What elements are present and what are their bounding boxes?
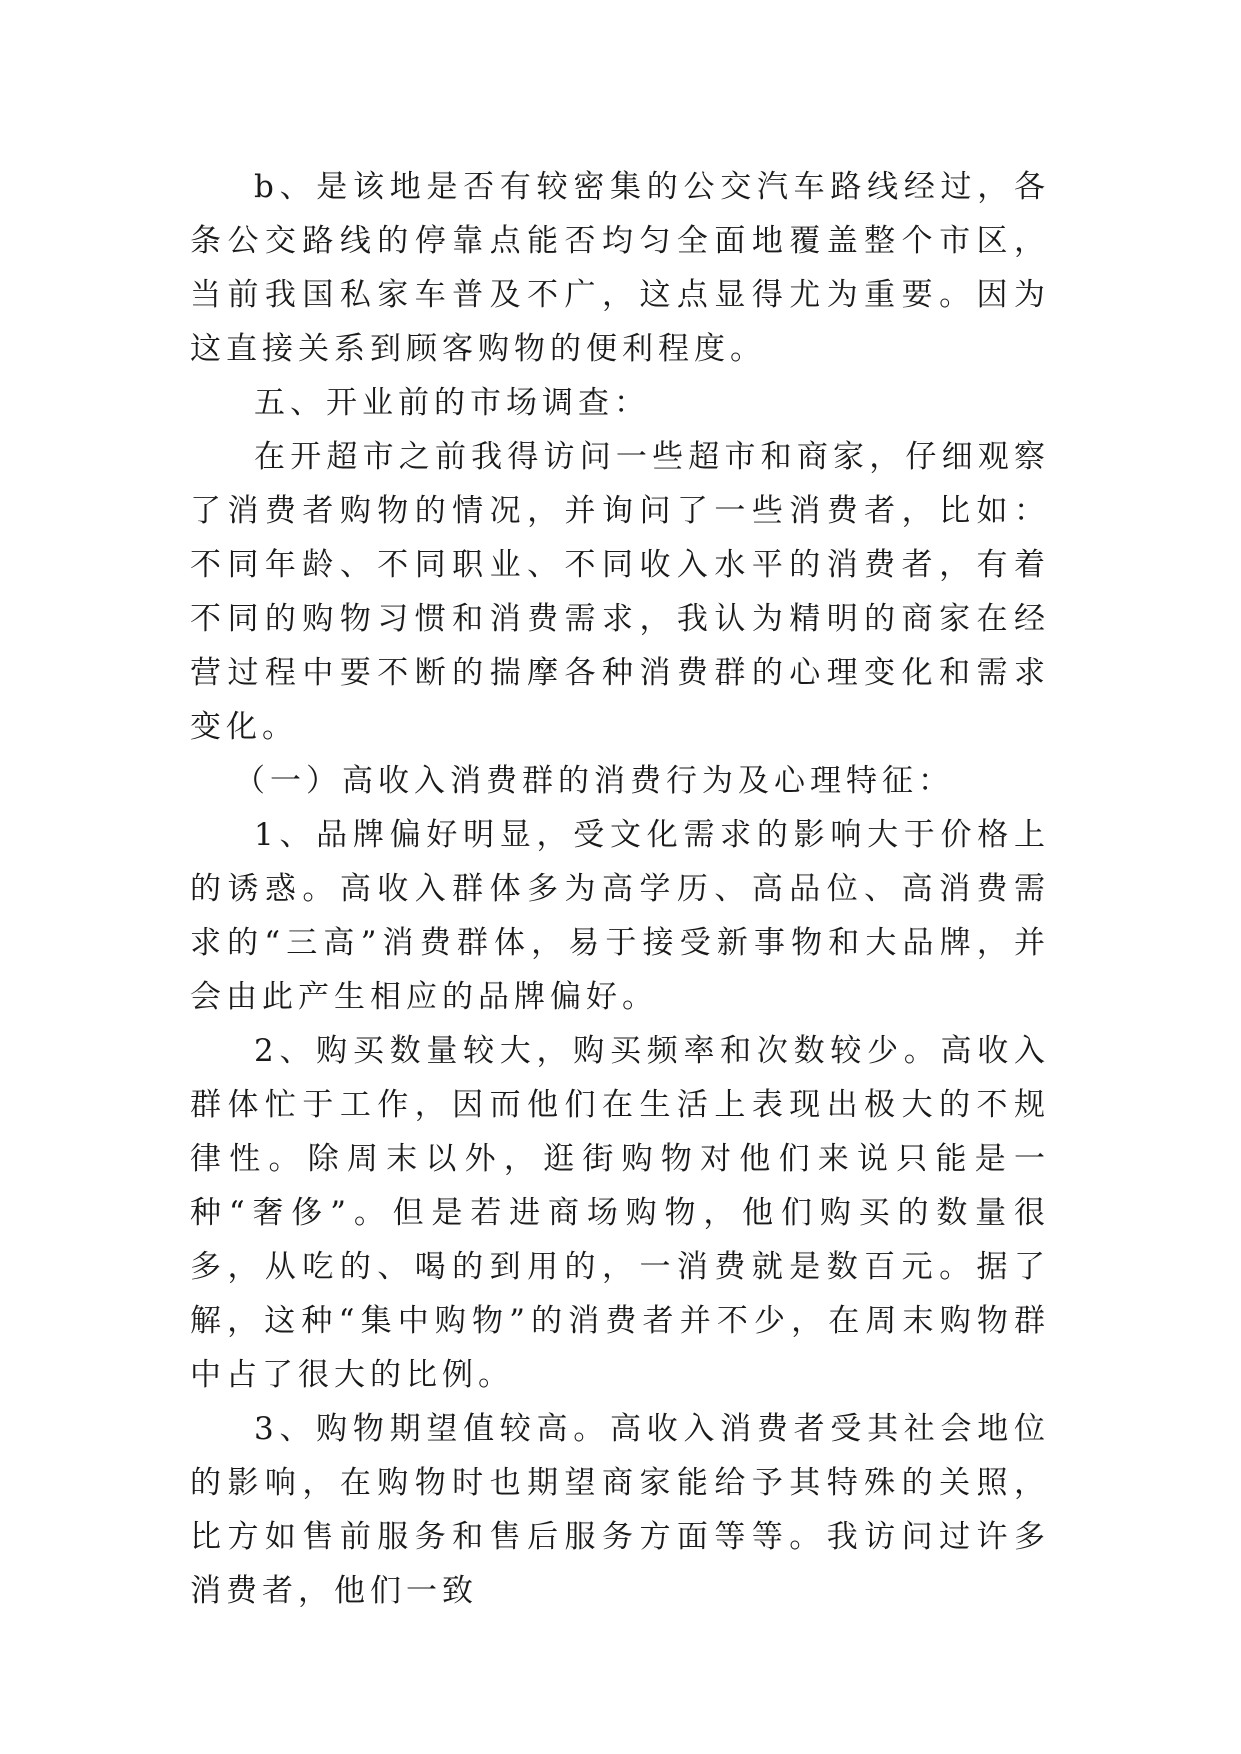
paragraph-point-3: 3、购物期望值较高。高收入消费者受其社会地位的影响，在购物时也期望商家能给予其特殊的关照，比方如售前服务和售后服务方面等等。我访问过许多消费者，他们一致: [190, 1411, 1050, 1609]
document-body: [190, 160, 1050, 1618]
section-heading-market-survey: 五、开业前的市场调查：: [254, 385, 650, 421]
paragraph-bus-routes: b、是该地是否有较密集的公交汽车路线经过，各条公交路线的停靠点能否均匀全面地覆盖整个市区，当前我国私家车普及不广，这点显得尤为重要。因为这直接关系到顾客购物的便利程度。: [190, 169, 1050, 367]
paragraph-survey-intro: 在开超市之前我得访问一些超市和商家，仔细观察了消费者购物的情况，并询问了一些消费者，比如：不同年龄、不同职业、不同收入水平的消费者，有着不同的购物习惯和消费需求，我认为精明的商家在经营过程中要不断的揣摩各种消费群的心理变化和需求变化。: [190, 439, 1050, 745]
subheading-high-income: （一）高收入消费群的消费行为及心理特征：: [234, 763, 954, 799]
paragraph-point-2: 2、购买数量较大，购买频率和次数较少。高收入群体忙于工作，因而他们在生活上表现出极大的不规律性。除周末以外，逛街购物对他们来说只能是一种“奢侈”。但是若进商场购物，他们购买的数量很多，从吃的、喝的到用的，一消费就是数百元。据了解，这种“集中购物”的消费者并不少，在周末购物群中占了很大的比例。: [190, 1033, 1050, 1393]
paragraph-point-1: 1、品牌偏好明显，受文化需求的影响大于价格上的诱惑。高收入群体多为高学历、高品位、高消费需求的“三高”消费群体，易于接受新事物和大品牌，并会由此产生相应的品牌偏好。: [190, 817, 1050, 1015]
